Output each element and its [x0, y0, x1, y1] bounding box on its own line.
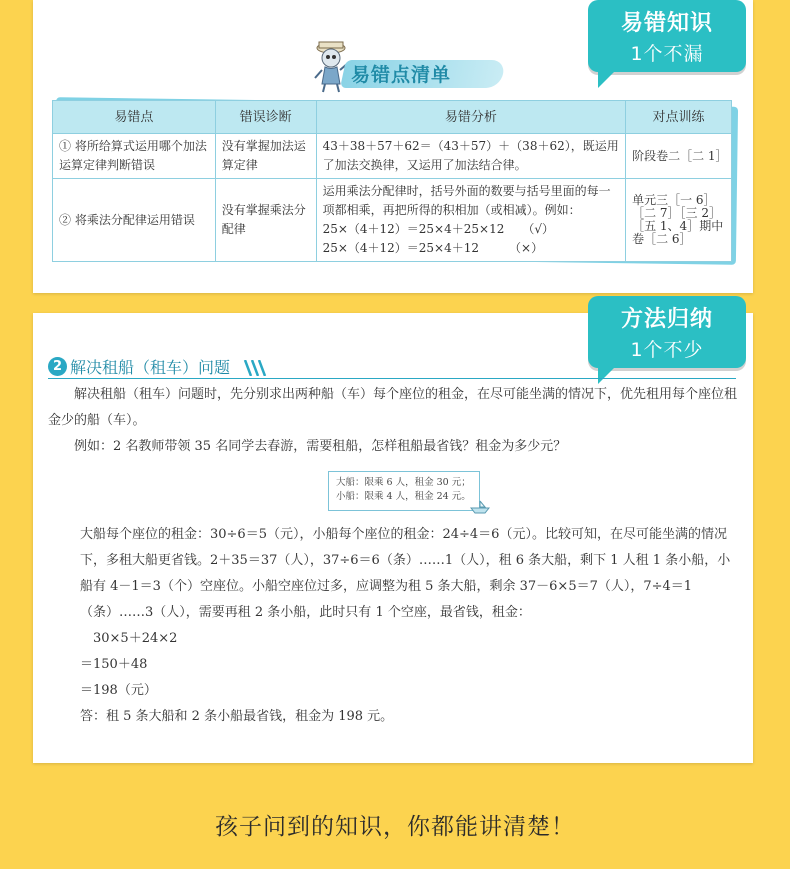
- cell-diagnosis: 没有掌握乘法分配律: [215, 179, 316, 262]
- calc-line: ＝198（元）: [80, 683, 157, 698]
- tag-subtitle: 1个不漏: [630, 43, 704, 65]
- tag-title: 方法归纳: [620, 307, 713, 332]
- list-title: 易错点清单: [351, 64, 452, 86]
- tag-error-knowledge: [588, 0, 746, 72]
- cell-training: 阶段卷二［二 1］: [626, 134, 732, 179]
- tag-title: 易错知识: [620, 11, 713, 36]
- analysis-line: 运用乘法分配律时，括号外面的数要与括号里面的每一项都相乘，再把所得的积相加（或相减）。例如：: [322, 184, 611, 217]
- analysis-line: 25×（4＋12）＝25×4＋12 （×）: [322, 241, 544, 255]
- header-point: 易错点: [53, 101, 216, 134]
- header-training: 对点训练: [626, 101, 732, 134]
- example-text: 例如：2 名教师带领 35 名同学去春游，需要租船，怎样租船最省钱？租金为多少元？: [74, 439, 567, 454]
- cell-analysis: 43＋38＋57＋62＝（43＋57）＋（38＋62），既运用了加法交换律，又运用了加法结合律。: [316, 134, 626, 179]
- section-number: 2: [48, 357, 67, 376]
- footer-slogan: 孩子问到的知识，你都能讲清楚！: [215, 814, 575, 840]
- boat-info-box: [328, 471, 480, 511]
- stripes-icon: [243, 360, 273, 376]
- answer-text: 答：租 5 条大船和 2 条小船最省钱，租金为 198 元。: [80, 709, 394, 724]
- list-header: [313, 40, 513, 94]
- intro-block: [48, 382, 738, 460]
- section-title: 解决租船（租车）问题: [70, 358, 231, 377]
- header-diagnosis: 错误诊断: [215, 101, 316, 134]
- tag-subtitle: 1个不少: [630, 339, 704, 361]
- intro-text: 解决租船（租车）问题时，先分别求出两种船（车）每个座位的租金，在尽可能坐满的情况下，优先租用每个座位租金少的船（车）。: [48, 387, 738, 428]
- cell-analysis: [316, 179, 626, 262]
- table-row: [53, 134, 732, 179]
- error-table: [52, 100, 732, 262]
- analysis-line: 25×（4＋12）＝25×4＋25×12 （√）: [322, 222, 554, 236]
- solution-text: 大船每个座位的租金：30÷6＝5（元），小船每个座位的租金：24÷4＝6（元）。比较可知，在尽可能坐满的情况下，多租大船更省钱。2＋35＝37（人），37÷6＝6（条）……1（人），租 6 条大船，剩下 1 人租 1 条小船，小船有 4－1＝3（个）空座位。小船空座位过多，应调整为租 5 条大船，剩余 37－6×5＝7（人），7÷4＝1（条）……3（人），需要再租 2 条小船，此时只有 1 个空座，最省钱，租金：: [80, 527, 731, 620]
- cell-diagnosis: 没有掌握加法运算定律: [215, 134, 316, 179]
- cell-point: ② 将乘法分配律运用错误: [53, 179, 216, 262]
- section-heading: [48, 355, 738, 379]
- header-analysis: 易错分析: [316, 101, 626, 134]
- cell-training: 单元三［一 6］［二 7］［三 2］［五 1、4］期中卷［二 6］: [626, 179, 732, 262]
- section-divider: [48, 378, 736, 379]
- boat-icon: [470, 500, 490, 514]
- calc-line: ＝150＋48: [80, 657, 148, 672]
- calc-line: 30×5＋24×2: [93, 631, 178, 646]
- table-header-row: [53, 101, 732, 134]
- cell-point: ① 将所给算式运用哪个加法运算定律判断错误: [53, 134, 216, 179]
- solution-block: [80, 522, 738, 730]
- big-boat-info: 大船：限乘 6 人，租金 30 元；: [336, 477, 471, 488]
- table-row: [53, 179, 732, 262]
- small-boat-info: 小船：限乘 4 人，租金 24 元。: [336, 491, 471, 502]
